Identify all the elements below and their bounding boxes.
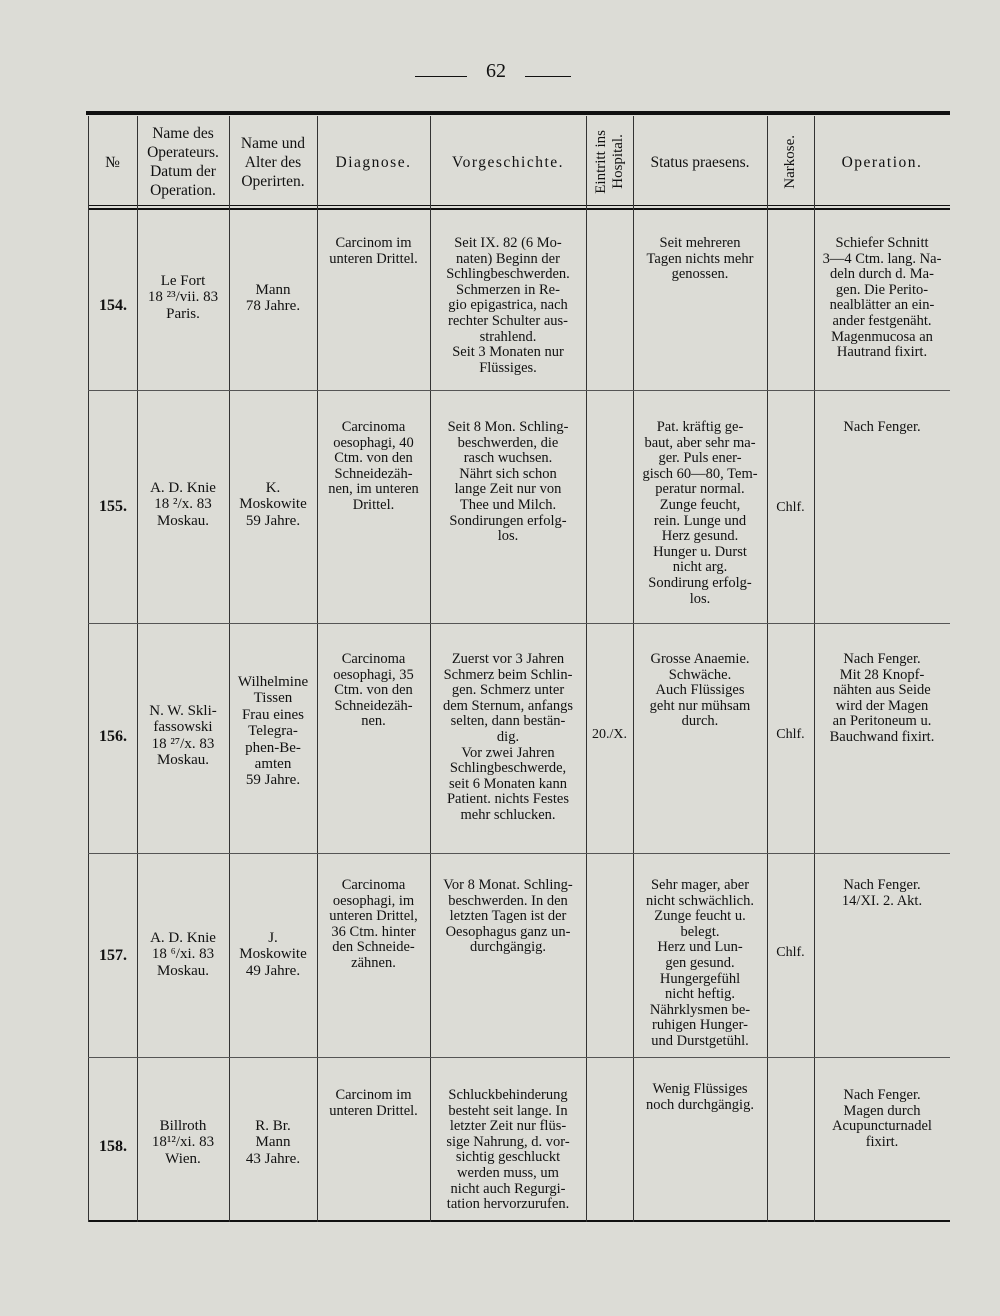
- status-cell: Wenig Flüssiges noch durchgängig.: [646, 1081, 754, 1113]
- case-number: 156.: [99, 728, 127, 745]
- diagnose-cell: Carcinoma oesophagi, 40 Ctm. von den Schneidezäh- nen, im unteren Drittel.: [328, 419, 419, 513]
- operator-cell: Le Fort 18 ²³/vii. 83 Paris.: [147, 273, 219, 322]
- diagnose-cell: Carcinoma oesophagi, im unteren Drittel, 36 Ctm. hinter den Schneide- zähnen.: [329, 877, 418, 971]
- status-cell: Sehr mager, aber nicht schwächlich. Zunge feucht u. belegt. Herz und Lun- gen gesund. Hungergefühl nicht heftig. Nährklysmen be- ruhigen Hunger- und Durstgetühl.: [646, 877, 754, 1049]
- operator-cell: A. D. Knie 18 ²/x. 83 Moskau.: [150, 480, 216, 529]
- header-admission: Eintritt ins Hospital.: [592, 130, 626, 194]
- operator-cell: A. D. Knie 18 ⁶/xi. 83 Moskau.: [150, 930, 216, 979]
- page-number: 62: [486, 60, 506, 82]
- diagnose-cell: Carcinoma oesophagi, 35 Ctm. von den Schneidezäh- nen.: [333, 651, 414, 730]
- header-bottom-rule-2: [88, 208, 950, 210]
- patient-cell: Mann 78 Jahre.: [245, 282, 301, 315]
- history-cell: Schluckbehinderung besteht seit lange. In letzter Zeit nur flüs- sige Nahrung, d. vor- sichtig geschluckt werden muss, um nicht auch Regurgi- tation hervorzurufen.: [446, 1087, 570, 1213]
- operation-cell: Nach Fenger.: [843, 419, 921, 435]
- header-operator: Name des Operateurs. Datum der Operation.: [147, 125, 219, 199]
- diagnose-cell: Carcinom im unteren Drittel.: [329, 235, 418, 267]
- narkose-cell: Chlf.: [776, 727, 805, 742]
- page-number-row: [0, 58, 1000, 90]
- admission-cell: 20./X.: [592, 727, 627, 742]
- history-cell: Seit 8 Mon. Schling- beschwerden, die rasch wuchsen. Nährt sich schon lange Zeit nur von Thee und Milch. Sondirungen erfolg- los.: [447, 419, 569, 545]
- status-cell: Grosse Anaemie. Schwäche. Auch Flüssiges geht nur mühsam durch.: [649, 651, 751, 730]
- header-diagnose: Diagnose.: [335, 153, 412, 171]
- status-cell: Pat. kräftig ge- baut, aber sehr ma- ger. Puls ener- gisch 60—80, Tem- peratur normal. Zunge feucht, rein. Lunge und Herz gesund. Hunger u. Durst nicht arg. Sondirung erfolg- los.: [642, 419, 758, 607]
- history-cell: Zuerst vor 3 Jahren Schmerz beim Schlin- gen. Schmerz unter dem Sternum, anfangs selten, dann bestän- dig. Vor zwei Jahren Schlingbeschwerde, seit 6 Monaten kann Patient. nichts Festes mehr schlucken.: [442, 651, 574, 823]
- header-patient: Name und Alter des Operirten.: [240, 134, 306, 190]
- row-divider: [88, 623, 950, 624]
- header-narkose: Narkose.: [782, 135, 798, 189]
- table-bottom-rule: [88, 1220, 950, 1222]
- case-number: 157.: [99, 947, 127, 964]
- case-number: 155.: [99, 498, 127, 515]
- header-operation: Operation.: [841, 153, 923, 171]
- operator-cell: Billroth 18¹²/xi. 83 Wien.: [151, 1118, 215, 1167]
- page-number-rule-right: [525, 76, 571, 77]
- history-cell: Seit IX. 82 (6 Mo- naten) Beginn der Schlingbeschwerden. Schmerzen in Re- gio epigastrica, nach rechter Schulter aus- strahlend. Seit 3 Monaten nur Flüssiges.: [446, 235, 570, 376]
- header-number: №: [105, 153, 120, 171]
- operator-cell: N. W. Skli- fassowski 18 ²⁷/x. 83 Moskau.: [149, 703, 217, 769]
- narkose-cell: Chlf.: [776, 945, 805, 960]
- diagnose-cell: Carcinom im unteren Drittel.: [329, 1087, 418, 1119]
- status-cell: Seit mehreren Tagen nichts mehr genossen.: [646, 235, 754, 283]
- history-cell: Vor 8 Monat. Schling- beschwerden. In den letzten Tagen ist der Oesophagus ganz un- durchgängig.: [443, 877, 573, 956]
- operation-cell: Schiefer Schnitt 3—4 Ctm. lang. Na- deln durch d. Ma- gen. Die Perito- nealblätter an ein- ander festgenäht. Magenmucosa an Hautrand fixirt.: [822, 235, 942, 361]
- table-top-rule: [86, 111, 950, 115]
- narkose-cell: Chlf.: [776, 500, 805, 515]
- patient-cell: Wilhelmine Tissen Frau eines Telegra- phen-Be- amten 59 Jahre.: [237, 674, 309, 789]
- header-status: Status praesens.: [650, 153, 750, 171]
- operation-cell: Nach Fenger. 14/XI. 2. Akt.: [841, 877, 923, 909]
- patient-cell: J. Moskowite 49 Jahre.: [239, 930, 307, 979]
- header-history: Vorgeschichte.: [451, 153, 565, 171]
- case-number: 154.: [99, 297, 127, 314]
- operation-cell: Nach Fenger. Magen durch Acupuncturnadel fixirt.: [832, 1087, 932, 1150]
- page-number-rule-left: [415, 76, 467, 77]
- row-divider: [88, 390, 950, 391]
- case-number: 158.: [99, 1138, 127, 1155]
- row-divider: [88, 853, 950, 854]
- patient-cell: R. Br. Mann 43 Jahre.: [245, 1118, 301, 1167]
- row-divider: [88, 1057, 950, 1058]
- patient-cell: K. Moskowite 59 Jahre.: [239, 480, 307, 529]
- operation-cell: Nach Fenger. Mit 28 Knopf- nähten aus Seide wird der Magen an Peritoneum u. Bauchwand fixirt.: [829, 651, 935, 745]
